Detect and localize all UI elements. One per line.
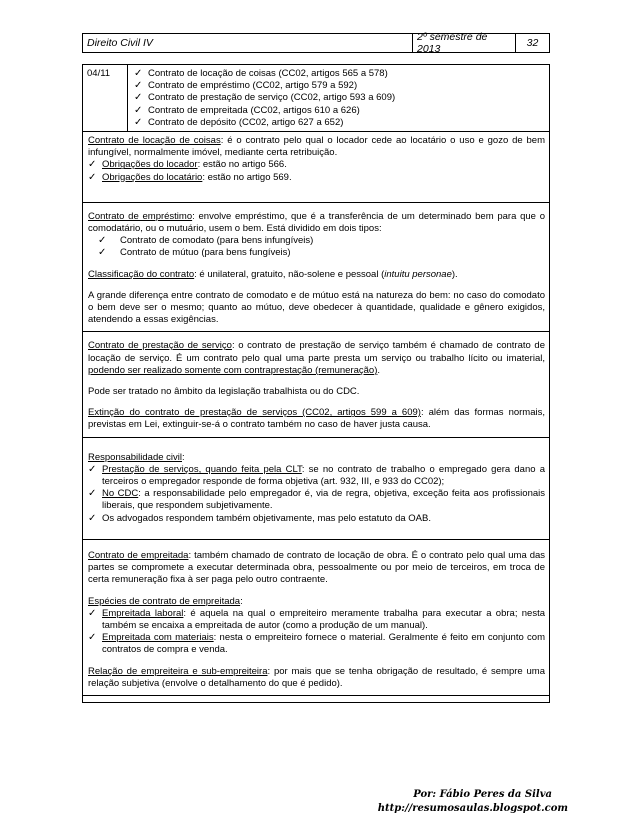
section-responsabilidade: Responsabilidade civil: ✓ Prestação de serviços, quando feita pela CLT: se no contrato de trabalho o empregado gera dano a terceiros o empregador responde de forma objetiva (art. 932, III, e 933 do CC02); ✓ No CDC: a responsabilidade pelo empregador é, via de regra, objetiva, exceção feita aos profissionais liberais, que respondem subjetivamente. ✓ Os advogados respondem também objetivamente, mas pelo estatuto da OAB. — [83, 438, 549, 540]
date-row — [83, 65, 549, 132]
checkmark-icon: ✓ — [88, 512, 97, 524]
checkmark-icon: ✓ — [88, 632, 97, 644]
checkmark-icon: ✓ — [88, 607, 97, 619]
checkmark-icon: ✓ — [88, 463, 97, 475]
checkmark-icon: ✓ — [134, 92, 143, 104]
checkmark-icon: ✓ — [98, 235, 107, 247]
section-locacao: Contrato de locação de coisas: é o contrato pelo qual o locador cede ao locatário o uso e gozo de bem infungível, normalmente imóvel, mediante certa retribuição. ✓ Obrigações do locador: estão no artigo 566. ✓ Obrigações do locatário: estão no artigo 569. — [83, 132, 549, 203]
section-emprestimo: Contrato de empréstimo: envolve empréstimo, que é a transferência de um determinado bem para que o comodatário, ou o mutuário, usem o bem. Está dividido em dois tipos: ✓ Contrato de comodato (para bens infungíveis) ✓ Contrato de mútuo (para bens fungíveis) Classificação do contrato: é unilateral, gratuito, não-solene e pessoal (intuitu personae). A grande diferença entre contrato de comodato e de mútuo está na natureza do bem: no caso do comodato o bem deve ser o mesmo; quanto ao mútuo, deve obedecer à quantidade, qualidade e gênero exigidos, atendendo a essas exigências. — [83, 203, 549, 333]
notes-table — [82, 64, 550, 703]
date-cell: 04/11 — [83, 65, 128, 131]
checkmark-icon: ✓ — [88, 159, 97, 171]
checkmark-icon: ✓ — [88, 488, 97, 500]
checkmark-icon: ✓ — [88, 171, 97, 183]
page-header — [82, 33, 550, 53]
checkmark-icon: ✓ — [134, 104, 143, 116]
list-item: ✓ Contrato de empreitada (CC02, artigos 610 a 626) — [134, 104, 360, 116]
footer-link[interactable]: http://resumosaulas.blogspot.com — [377, 803, 568, 814]
paragraph: A grande diferença entre contrato de comodato e de mútuo está na natureza do bem: no caso do comodato o bem deve ser o mesmo; quanto ao mútuo, deve obedecer à quantidade, qualidade e gênero exigidos, atendendo a essas exigências. — [88, 289, 545, 326]
section-servico: Contrato de prestação de serviço: o contrato de prestação de serviço também é chamado de contrato de locação de serviço. É um contrato pelo qual uma parte presta um serviço ou trabalho lícito ou imaterial, podendo ser realizado somente com contraprestação (remuneração). Pode ser tratado no âmbito da legislação trabalhista ou do CDC. Extinção do contrato de prestação de serviços (CC02, artigos 599 a 609): além das formas normais, previstas em Lei, extinguir-se-á o contrato também no caso de haver justa causa. — [83, 332, 549, 437]
section-empreitada: Contrato de empreitada: também chamado de contrato de locação de obra. É o contrato pelo qual uma das partes se compromete a executar determinada obra, pessoalmente ou por meio de terceiros, em troca de certa remuneração fixa à ser paga pelo outro contraente. Espécies de contrato de empreitada: ✓ Empreitada laboral: é aquela na qual o empreiteiro meramente trabalha para executar a obra; nesta também se encaixa a empreitada de autor (como a produção de um manual). ✓ Empreitada com materiais: nesta o empreiteiro fornece o material. Geralmente é feito em conjunto com contratos de compra e venda. Relação de empreiteira e sub-empreiteira: por mais que se tenha obrigação de resultado, é sempre uma relação subjetiva (envolve o detalhamento do que é pedido). — [83, 540, 549, 696]
list-item: ✓ Contrato de depósito (CC02, artigo 627 a 652) — [134, 116, 344, 128]
footer-author: Por: Fábio Peres da Silva — [413, 789, 552, 800]
checkmark-icon: ✓ — [134, 68, 143, 79]
list-item: ✓ Contrato de empréstimo (CC02, artigo 579 a 592) — [134, 80, 358, 92]
checkmark-icon: ✓ — [134, 80, 143, 92]
topic-list — [128, 65, 399, 131]
checkmark-icon: ✓ — [98, 247, 107, 259]
empty-row — [83, 696, 549, 702]
list-item: ✓ Contrato de prestação de serviço (CC02, artigo 593 a 609) — [134, 92, 396, 104]
course-title: Direito Civil IV — [83, 34, 413, 52]
checkmark-icon: ✓ — [134, 116, 143, 128]
semester: 2º semestre de 2013 — [413, 34, 516, 52]
list-item: ✓ Contrato de locação de coisas (CC02, artigos 565 a 578) — [134, 68, 388, 79]
page-number: 32 — [526, 37, 539, 49]
paragraph: Pode ser tratado no âmbito da legislação trabalhista ou do CDC. — [88, 386, 360, 398]
